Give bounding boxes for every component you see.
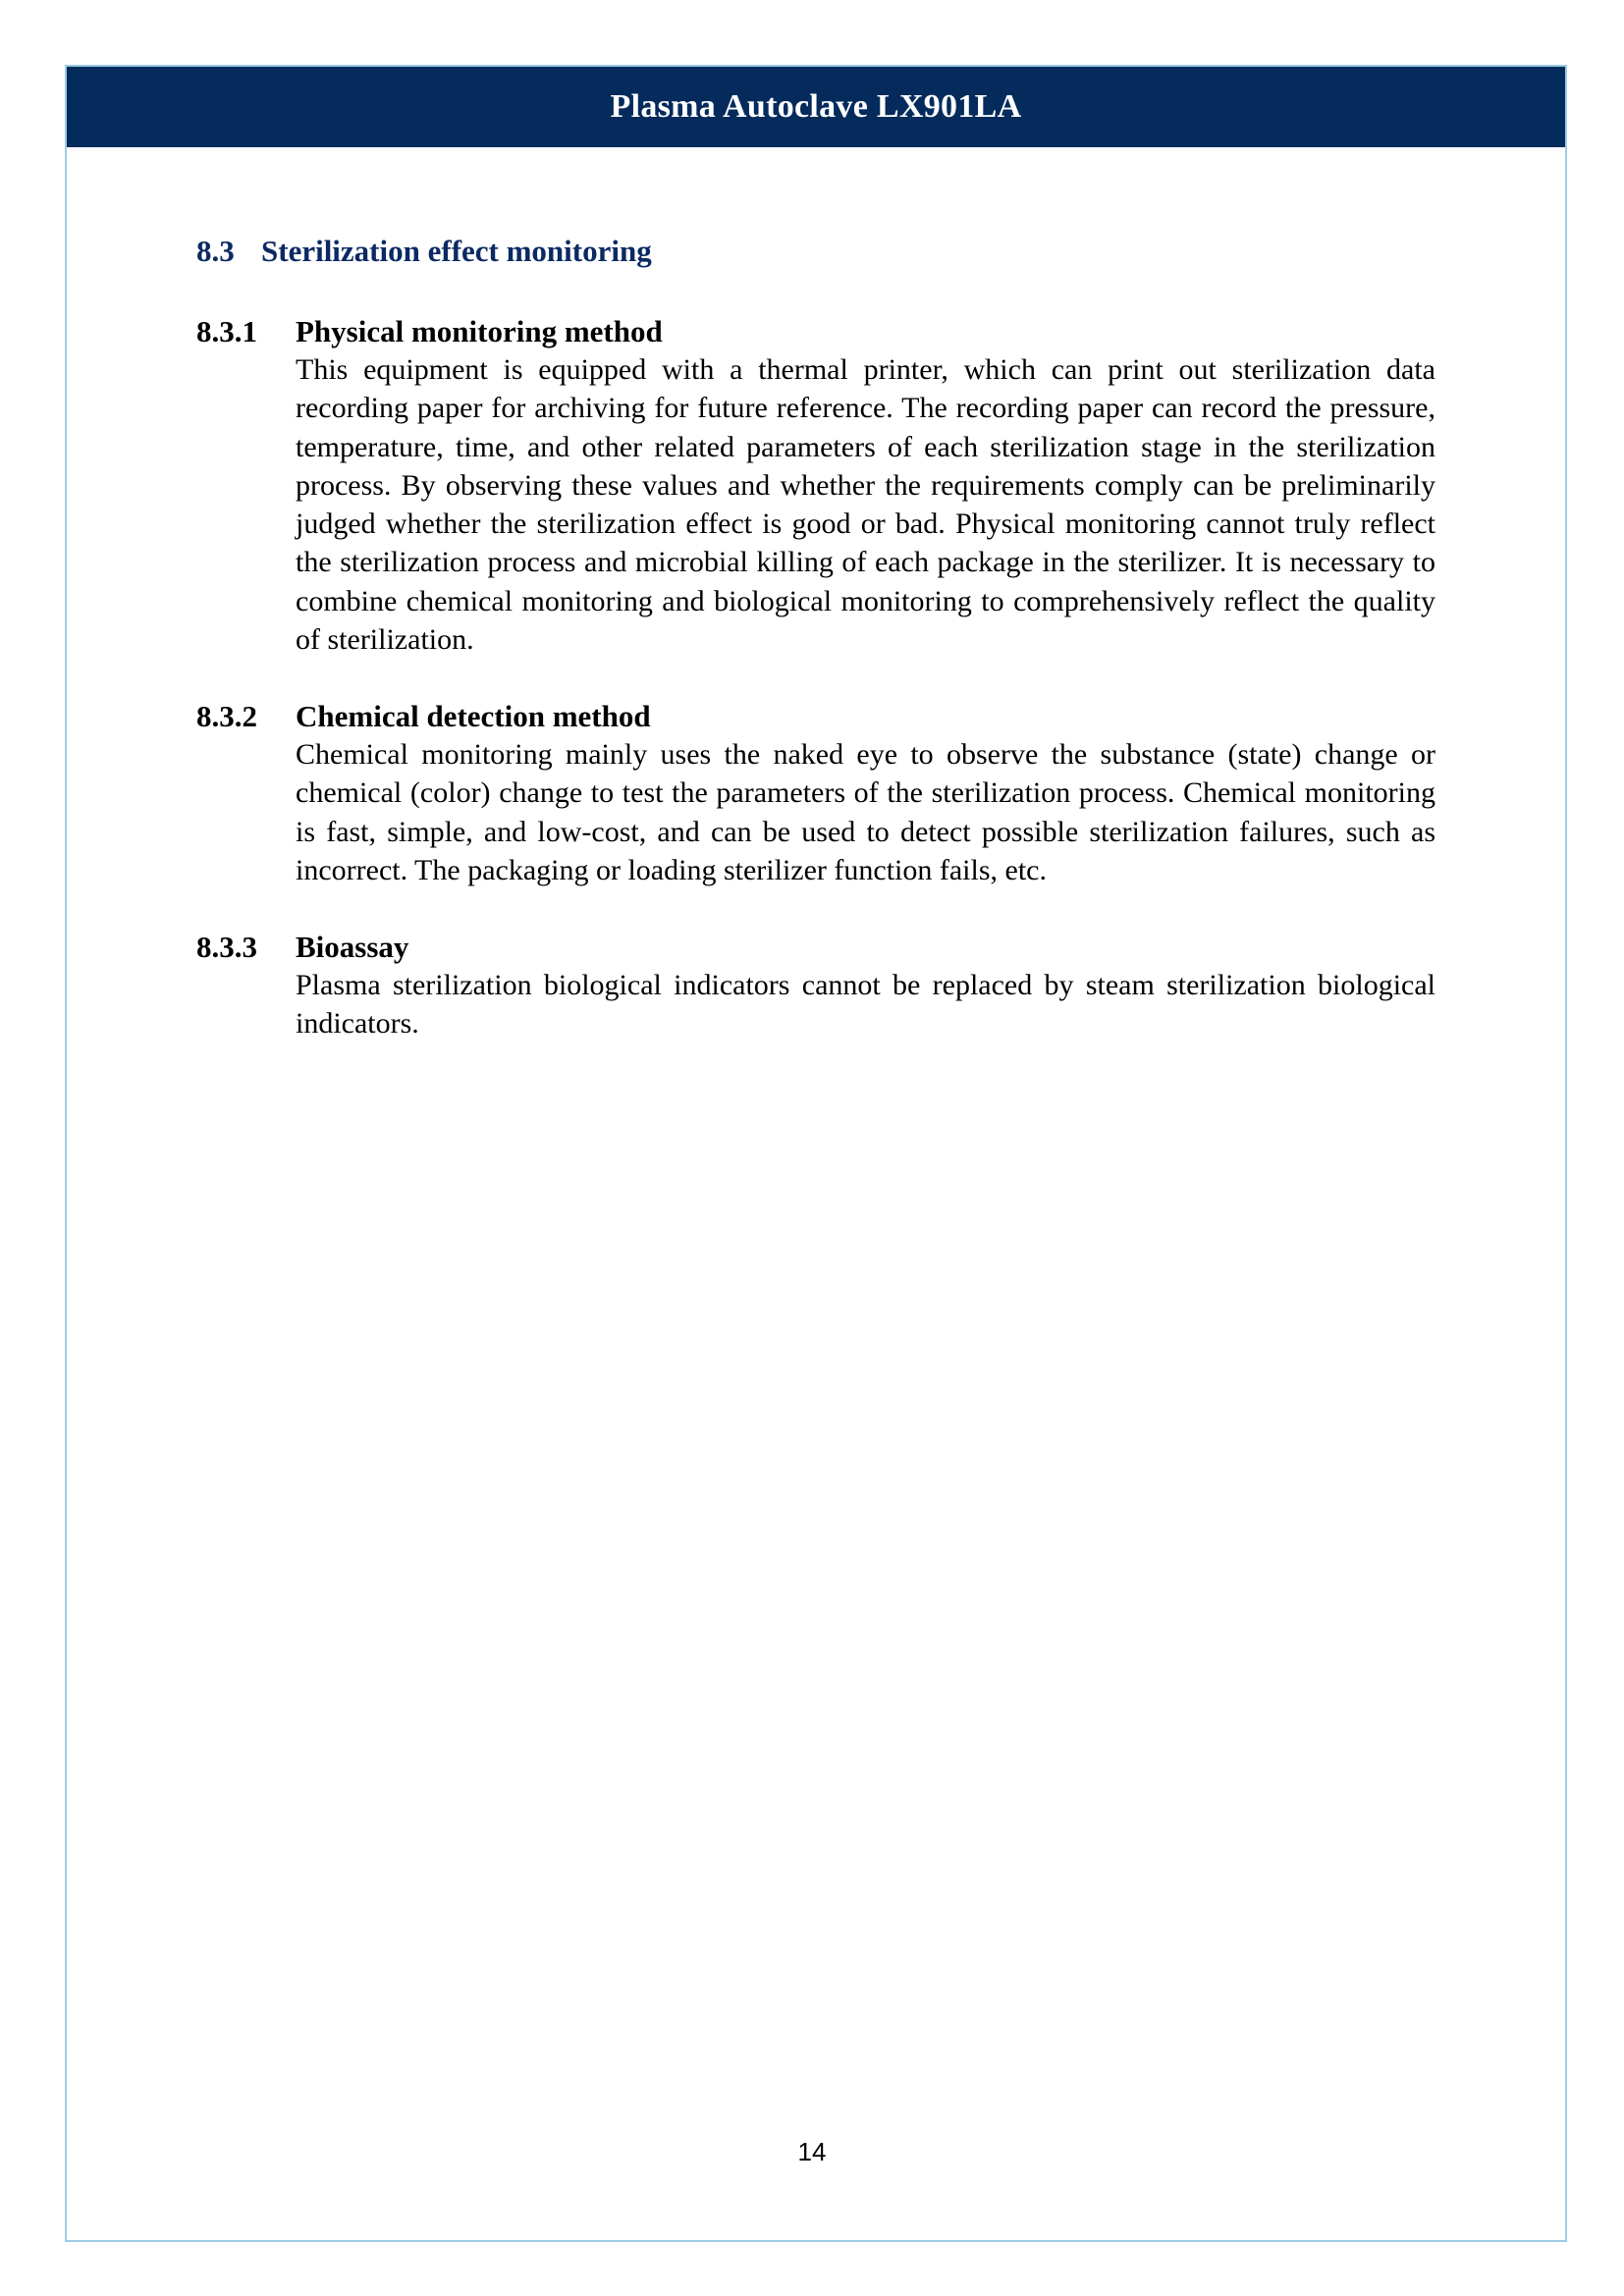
subsection-chemical-detection: [196, 697, 1435, 889]
subsection-body: Chemical monitoring mainly uses the naked eye to observe the substance (state) change or chemical (color) change to test the parameters of the sterilization process. Chemical monitoring is fast, simple, and low-cost, and can be used to detect possible sterilization failures, such as incorrect. The packaging or loading sterilizer function fails, etc.: [296, 738, 1435, 886]
subsection-body: Plasma sterilization biological indicators cannot be replaced by steam sterilization biological indicators.: [296, 969, 1435, 1041]
subsection-title: Physical monitoring method: [296, 314, 663, 348]
page-number: 14: [797, 2137, 827, 2166]
subsection-number: 8.3.1: [196, 314, 257, 348]
header-bar: [67, 67, 1565, 147]
document-title: Plasma Autoclave LX901LA: [610, 88, 1022, 125]
subsection-heading: [196, 312, 1435, 350]
section-heading: [196, 234, 652, 269]
section-number: 8.3: [196, 234, 235, 268]
subsection-bioassay: [196, 928, 1435, 1043]
subsection-title: Chemical detection method: [296, 699, 651, 733]
subsection-heading: [196, 697, 1435, 735]
subsection-heading: [196, 928, 1435, 966]
subsection-number: 8.3.2: [196, 699, 257, 733]
subsection-physical-monitoring: [196, 312, 1435, 659]
subsection-number: 8.3.3: [196, 930, 257, 964]
subsection-title: Bioassay: [296, 930, 409, 964]
section-title: Sterilization effect monitoring: [261, 234, 652, 268]
subsection-body: This equipment is equipped with a thermal printer, which can print out sterilization data recording paper for archiving for future reference. The recording paper can record the pressure, temperature, time, and other related parameters of each sterilization stage in the sterilization process. By observing these values and whether the requirements comply can be preliminarily judged whether the sterilization effect is good or bad. Physical monitoring cannot truly reflect the sterilization process and microbial killing of each package in the sterilizer. It is necessary to combine chemical monitoring and biological monitoring to comprehensively reflect the quality of sterilization.: [296, 353, 1435, 657]
